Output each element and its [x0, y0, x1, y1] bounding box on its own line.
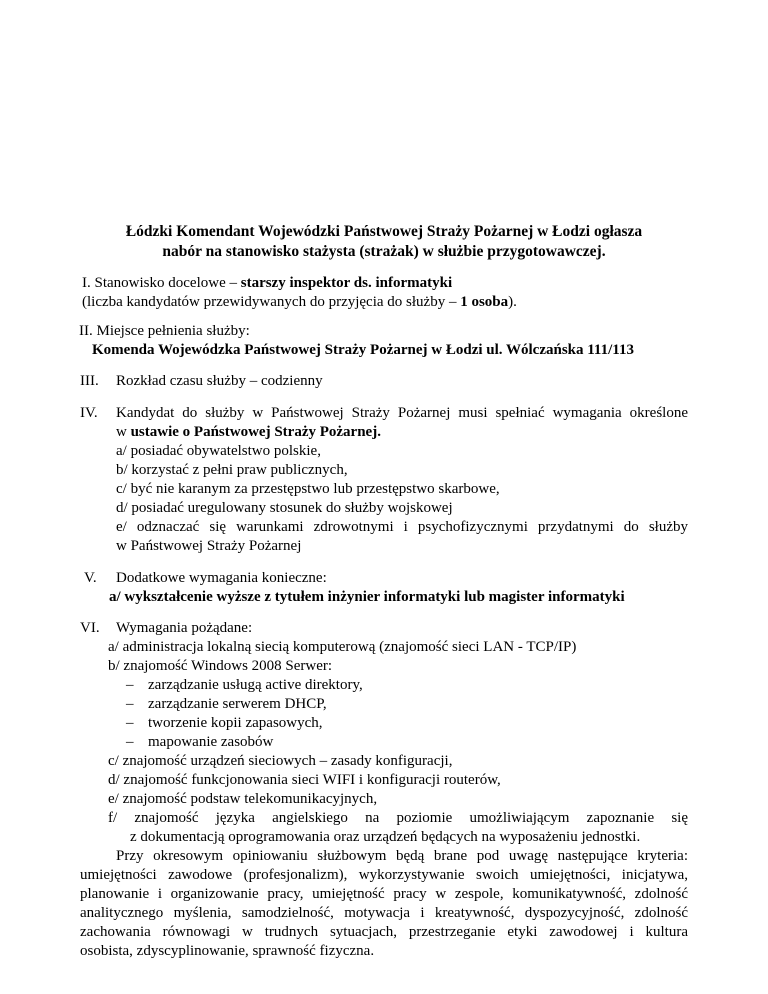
section-5-label: Dodatkowe wymagania konieczne:	[116, 570, 327, 586]
title-line-2: nabór na stanowisko stażysta (strażak) w służbie przygotowawczej.	[162, 243, 606, 260]
sub-item-text: tworzenie kopii zapasowych,	[148, 715, 323, 731]
section-4-item-a: a/ posiadać obywatelstwo polskie,	[116, 443, 321, 459]
section-4-item-d: d/ posiadać uregulowany stosunek do służby wojskowej	[116, 500, 453, 516]
section-4-law-line	[116, 423, 381, 442]
section-6-item-c: c/ znajomość urządzeń sieciowych – zasady konfiguracji,	[108, 753, 453, 769]
section-1-count-line	[82, 293, 517, 312]
section-4-item-c: c/ być nie karanym za przestępstwo lub przestępstwo skarbowe,	[116, 481, 500, 497]
section-6-item-a: a/ administracja lokalną siecią komputerową (znajomość sieci LAN - TCP/IP)	[108, 639, 577, 655]
section-1-count-prefix: (liczba kandydatów przewidywanych do przyjęcia do służby –	[82, 294, 461, 310]
section-4-line-1: Kandydat do służby w Państwowej Straży Pożarnej musi spełniać wymagania określone	[116, 405, 688, 421]
criteria-line-2: umiejętności zawodowe (profesjonalizm), wykorzystywanie swoich umiejętności, inicjatywa,	[80, 867, 688, 883]
section-2	[79, 322, 250, 341]
section-4-law: ustawie o Państwowej Straży Pożarnej.	[130, 424, 381, 440]
section-6-sub-item	[126, 714, 323, 733]
title-line-1: Łódzki Komendant Wojewódzki Państwowej Straży Pożarnej w Łodzi ogłasza	[125, 223, 643, 240]
section-6-item-f-line-1: f/ znajomość języka angielskiego na poziomie umożliwiającym zapoznanie się	[108, 810, 688, 826]
criteria-line-3: planowanie i organizowanie pracy, umiejętność pracy w zespole, komunikatywność, zdolność	[80, 886, 688, 902]
section-4-law-prefix: w	[116, 424, 131, 440]
section-1-position: starszy inspektor ds. informatyki	[240, 275, 453, 291]
section-6-item-e: e/ znajomość podstaw telekomunikacyjnych,	[108, 791, 378, 807]
section-4-item-e-line-2: w Państwowej Straży Pożarnej	[116, 538, 302, 554]
section-1-number: I.	[82, 275, 91, 291]
section-6-sub-item	[126, 733, 273, 752]
section-1-count-suffix: ).	[508, 294, 517, 310]
dash-bullet: –	[126, 715, 134, 731]
section-2-place: Komenda Wojewódzka Państwowej Straży Pożarnej w Łodzi ul. Wólczańska 111/113	[92, 342, 634, 358]
sub-item-text: zarządzanie serwerem DHCP,	[148, 696, 327, 712]
section-3-text: Rozkład czasu służby – codzienny	[116, 373, 323, 389]
dash-bullet: –	[126, 677, 134, 693]
dash-bullet: –	[126, 734, 134, 750]
sub-item-text: mapowanie zasobów	[148, 734, 274, 750]
section-5-number: V.	[84, 570, 97, 586]
section-6-sub-item	[126, 695, 327, 714]
section-2-label: Miejsce pełnienia służby:	[96, 323, 250, 339]
sub-item-text: zarządzanie usługą active direktory,	[148, 677, 363, 693]
section-4-number: IV.	[80, 405, 98, 421]
section-1-count: 1 osoba	[460, 294, 509, 310]
section-6-item-f-line-2: z dokumentacją oprogramowania oraz urządzeń będących na wyposażeniu jednostki.	[130, 829, 641, 845]
section-6-item-b: b/ znajomość Windows 2008 Serwer:	[108, 658, 333, 674]
section-4-item-b: b/ korzystać z pełni praw publicznych,	[116, 462, 348, 478]
section-6-sub-item	[126, 676, 363, 695]
section-1	[82, 274, 452, 293]
criteria-line-5: zachowania równowagi w trudnych sytuacjach, przestrzeganie etyki zawodowej i kultura	[80, 924, 688, 940]
announcement-title	[60, 222, 708, 262]
section-3-number: III.	[80, 373, 99, 389]
criteria-line-1: Przy okresowym opiniowaniu służbowym będą brane pod uwagę następujące kryteria:	[116, 848, 688, 864]
section-2-number: II.	[79, 323, 93, 339]
section-4-item-e-line-1: e/ odznaczać się warunkami zdrowotnymi i psychofizycznymi przydatnymi do służby	[116, 519, 688, 535]
dash-bullet: –	[126, 696, 134, 712]
criteria-line-4: analitycznego myślenia, samodzielność, motywacja i kreatywność, dyspozycyjność, zdolność	[80, 905, 688, 921]
section-1-prefix: Stanowisko docelowe –	[94, 275, 241, 291]
section-6-number: VI.	[80, 620, 100, 636]
section-5-requirement: a/ wykształcenie wyższe z tytułem inżynier informatyki lub magister informatyki	[109, 589, 625, 605]
criteria-last-line: osobista, zdyscyplinowanie, sprawność fizyczna.	[80, 943, 375, 959]
section-6-label: Wymagania pożądane:	[116, 620, 253, 636]
section-6-item-d: d/ znajomość funkcjonowania sieci WIFI i konfiguracji routerów,	[108, 772, 501, 788]
